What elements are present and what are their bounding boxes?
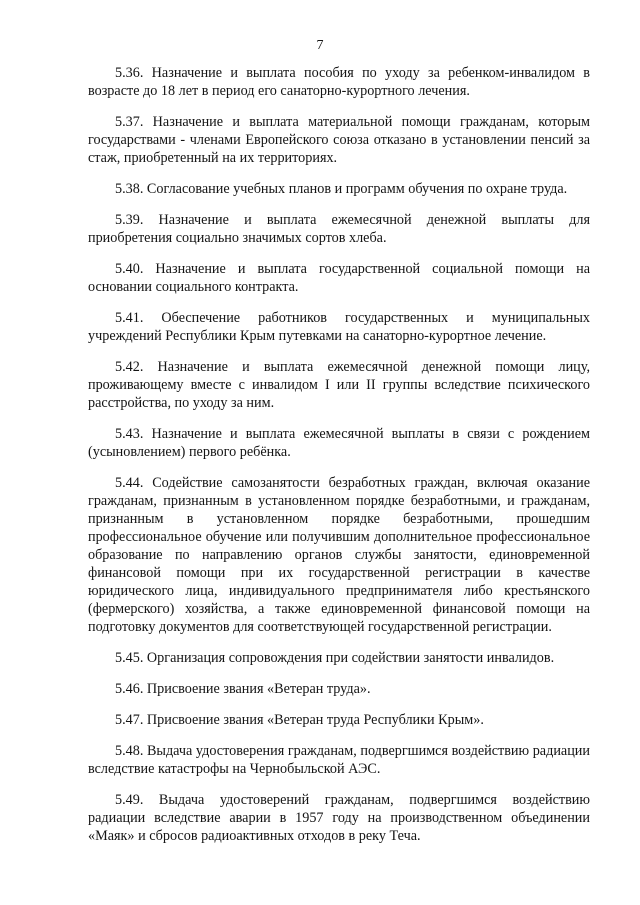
page-number: 7 (316, 38, 324, 53)
list-item-5-42: 5.42. Назначение и выплата ежемесячной денежной помощи лицу, проживающему вместе с инвалидом I или II группы вследствие психического расстройства, по уходу за ним. (88, 359, 590, 411)
list-item-5-43: 5.43. Назначение и выплата ежемесячной выплаты в связи с рождением (усыновлением) первого ребёнка. (88, 426, 590, 460)
list-item-5-39: 5.39. Назначение и выплата ежемесячной денежной выплаты для приобретения социально значимых сортов хлеба. (88, 212, 590, 246)
list-item-5-48: 5.48. Выдача удостоверения гражданам, подвергшимся воздействию радиации вследствие катастрофы на Чернобыльской АЭС. (88, 743, 590, 777)
list-item-5-46: 5.46. Присвоение звания «Ветеран труда». (115, 681, 371, 697)
list-item-5-37: 5.37. Назначение и выплата материальной помощи гражданам, которым государствами - членами Европейского союза отказано в установлении пенсий за стаж, приобретенный на их территориях. (88, 114, 590, 166)
list-item-5-45: 5.45. Организация сопровождения при содействии занятости инвалидов. (115, 650, 555, 666)
list-item-5-44: 5.44. Содействие самозанятости безработных граждан, включая оказание гражданам, признанным в установленном порядке безработными, и гражданам, признанным в установленном порядке безработными, прошедшим профессиональное обучение или получившим дополнительное профессиональное образование по направлению органов службы занятости, единовременной финансовой помощи при их государственной регистрации в качестве юридического лица, индивидуального предпринимателя либо крестьянского (фермерского) хозяйства, а также единовременной финансовой помощи на подготовку документов для соответствующей государственной регистрации. (88, 475, 590, 635)
list-item-5-49: 5.49. Выдача удостоверений гражданам, подвергшимся воздействию радиации вследствие аварии в 1957 году на производственном объединении «Маяк» и сбросов радиоактивных отходов в реку Теча. (88, 792, 590, 844)
list-item-5-47: 5.47. Присвоение звания «Ветеран труда Республики Крым». (115, 712, 484, 728)
list-item-5-41: 5.41. Обеспечение работников государственных и муниципальных учреждений Республики Крым путевками на санаторно-курортное лечение. (88, 310, 590, 344)
list-item-5-36: 5.36. Назначение и выплата пособия по уходу за ребенком-инвалидом в возрасте до 18 лет в период его санаторно-курортного лечения. (88, 65, 590, 99)
document-body (88, 64, 590, 858)
list-item-5-38: 5.38. Согласование учебных планов и программ обучения по охране труда. (115, 181, 568, 197)
list-item-5-40: 5.40. Назначение и выплата государственной социальной помощи на основании социального контракта. (88, 261, 590, 295)
